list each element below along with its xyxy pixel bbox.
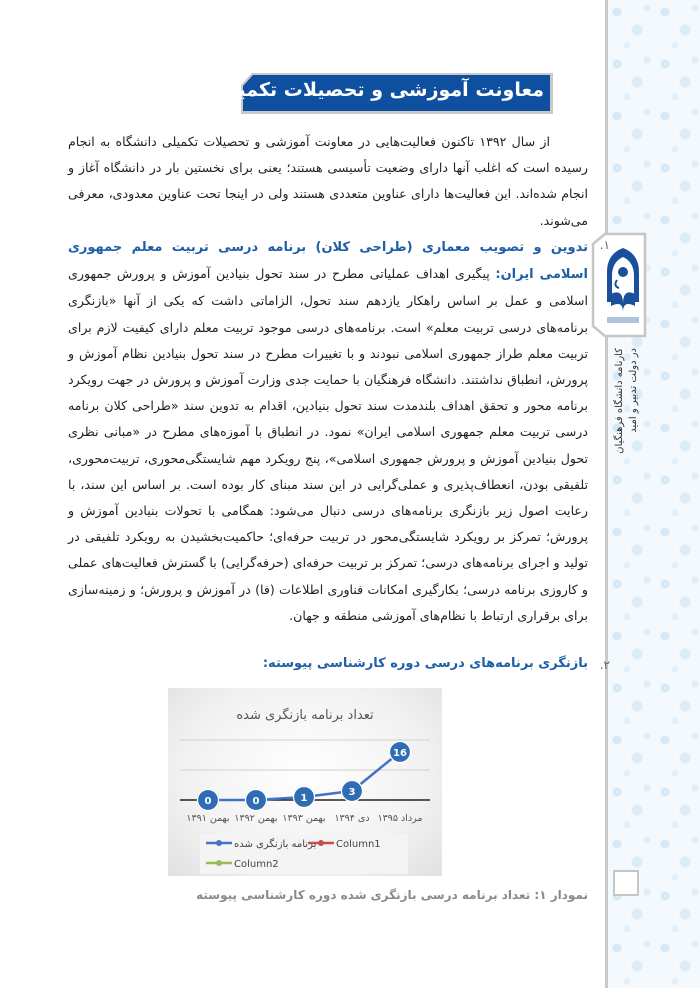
chart-legend-marker — [216, 840, 222, 846]
sidebar-border — [605, 0, 608, 988]
university-logo-icon — [585, 232, 647, 344]
list-number-2: ۲. — [599, 658, 610, 672]
chart-data-label: 1 — [300, 793, 308, 804]
chart-legend-label: Column2 — [234, 859, 279, 870]
chart-legend-marker — [216, 860, 222, 866]
chart-data-label: 0 — [252, 796, 260, 807]
chart-canvas — [168, 688, 442, 876]
chart-legend-label: Column1 — [336, 839, 381, 850]
line-chart — [168, 688, 442, 876]
university-logo-panel — [585, 232, 647, 344]
list-item-1 — [68, 234, 588, 629]
list-item-1-title: تدوین و تصویب معماری (طراحی کلان) برنامه درسی تربیت معلم جمهوری اسلامی ایران: — [68, 240, 588, 283]
chart-caption: نمودار ۱: تعداد برنامه درسی بازنگری شده دوره کارشناسی پیوسته — [196, 888, 588, 902]
list-item-1-body: پیگیری اهداف عملیاتی مطرح در سند تحول بنیادین آموزش و پرورش جمهوری اسلامی و عمل بر اساس راهکار یازدهم سند تحول، الزاماتی داشت که یکی از آنها «بازنگری برنامه‌های درسی تربیت معلم» است. برنامه‌های درسی موجود تربیت معلم دارای کیفیت لازم برای تربیت معلم طراز جمهوری اسلامی نبودند و با تغییرات مطرح در سند تحول بنیادین نظام آموزش و پرورش، انطباق نداشتند. دانشگاه فرهنگیان با حمایت جدی وزارت آموزش و پرورش در جهت رویکرد برنامه محور و تحقق اهداف بلندمدت سند تحول بنیادین، اقدام به تدوین سند «طراحی کلان برنامه درسی تربیت معلم جمهوری اسلامی ایران» نمود. در انطباق با آموزه‌های مطرح در «مبانی نظری تحول بنیادین آموزش و پرورش جمهوری اسلامی»، پنج رویکرد مهم شایستگی‌محوری، تربیت‌محوری، تلفیقی بودن، انعطاف‌پذیری و عملی‌گرایی در این سند مبنای کار بوده است. بر اساس این سند، با رعایت اصول زیر بازنگری برنامه‌های درسی دنبال می‌شود: همگامی با تحولات بنیادین آموزش و پرورش؛ تمرکز بر رویکرد شایستگی‌محور در تربیت حرفه‌ای؛ حاکمیت‌بخشیدن به رویکرد تلفیقی در تولید و اجرای برنامه‌های درسی؛ تمرکز بر تربیت حرفه‌ای (حرفه‌گرایی) با گسترش فعالیت‌های عملی و کاروزی برنامه درسی؛ بکارگیری امکانات فناوری اطلاعات (فا) در آموزش و پرورش؛ و زمینه‌سازی برای برقراری ارتباط با نظام‌های آموزشی منطقه و جهان. — [68, 266, 588, 623]
chart-data-label: 16 — [393, 748, 407, 759]
chart-x-tick-label: دی ۱۳۹۴ — [334, 813, 370, 824]
chart-x-tick-label: مرداد ۱۳۹۵ — [377, 813, 423, 824]
chart-legend-marker — [318, 840, 324, 846]
heading-title: معاونت آموزشی و تحصیلات تکمیلی — [211, 79, 544, 101]
section-heading — [211, 72, 554, 115]
chart-title: تعداد برنامه بازنگری شده — [236, 708, 374, 723]
chart-x-axis-labels — [186, 813, 422, 824]
chart-x-tick-label: بهمن ۱۳۹۳ — [282, 813, 326, 824]
chart-x-tick-label: بهمن ۱۳۹۲ — [234, 813, 278, 824]
publication-title-vertical — [612, 348, 648, 568]
chart-data-label: 3 — [348, 787, 356, 798]
chart-x-tick-label: بهمن ۱۳۹۱ — [186, 813, 230, 824]
chart-legend — [200, 834, 408, 874]
publication-line2: در دولت تدبیر و امید — [628, 348, 639, 433]
intro-paragraph — [68, 129, 588, 234]
publication-line1: کارنامه دانشگاه فرهنگیان — [614, 348, 625, 454]
page-tab-marker — [613, 870, 639, 896]
chart-data-label: 0 — [204, 796, 212, 807]
list-number-1: ۱. — [599, 238, 610, 252]
list-item-2-title: بازنگری برنامه‌های درسی دوره کارشناسی پیوسته: — [262, 656, 588, 671]
intro-text: از سال ۱۳۹۲ تاکنون فعالیت‌هایی در معاونت آموزشی و تحصیلات تکمیلی دانشگاه به انجام رسیده است که اغلب آنها دارای وضعیت تأسیسی هستند؛ یعنی برای نخستین بار در دانشگاه آغاز و انجام شده‌اند. این فعالیت‌ها دارای عناوین متعددی هستند ولی در اینجا تحت عناوین معدودی، معرفی می‌شوند. — [68, 134, 588, 228]
chart-legend-label: برنامه بازنگری شده — [234, 839, 317, 850]
